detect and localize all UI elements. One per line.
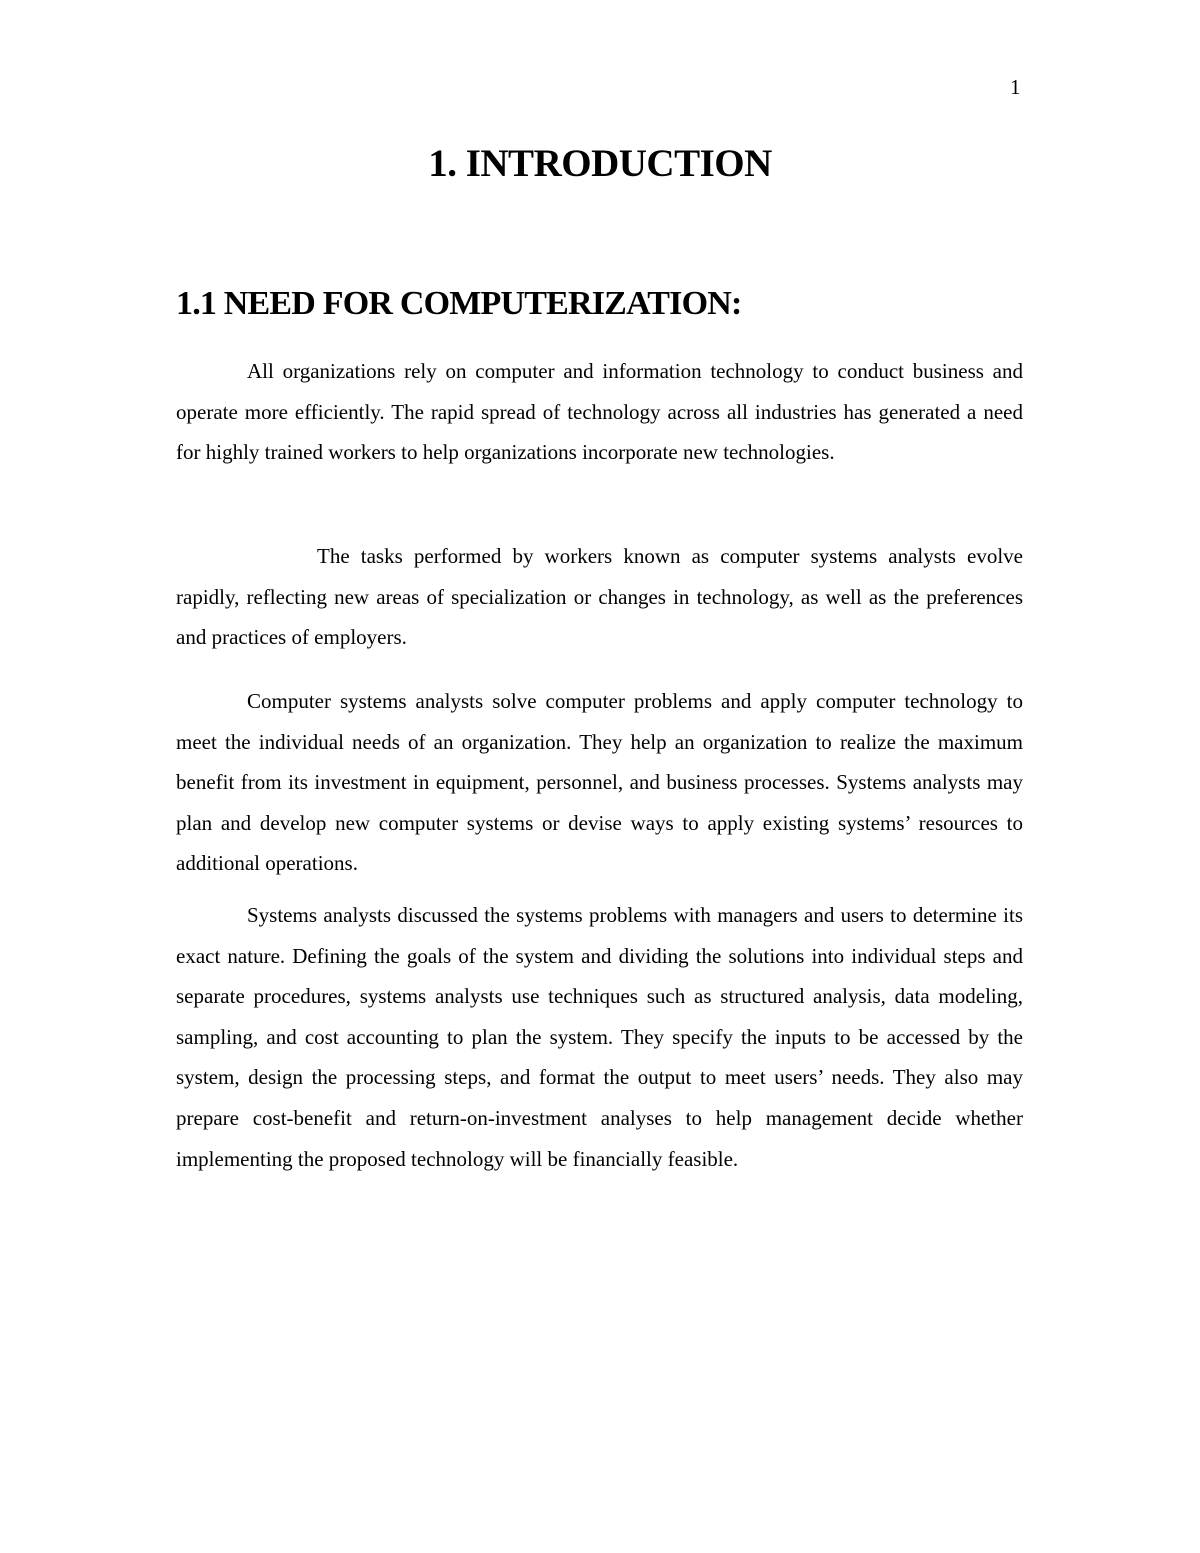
- section-title: 1.1 NEED FOR COMPUTERIZATION:: [176, 285, 742, 322]
- chapter-title: 1. INTRODUCTION: [428, 142, 772, 185]
- paragraph-tasks-performed: The tasks performed by workers known as computer systems analysts evolve rapidly, reflecting new areas of specialization or changes in technology, as well as the preferences and practices of employers.: [176, 544, 1023, 650]
- paragraph-analysts-solve-problems: Computer systems analysts solve computer problems and apply computer technology to meet the individual needs of an organization. They help an organization to realize the maximum benefit from its investment in equipment, personnel, and business processes. Systems analysts may plan and develop new computer systems or devise ways to apply existing systems’ resources to additional operations.: [176, 689, 1023, 876]
- page-number: 1: [1010, 75, 1021, 99]
- paragraph-analysts-discussed: Systems analysts discussed the systems problems with managers and users to determine its exact nature. Defining the goals of the system and dividing the solutions into individual steps and separate procedures, systems analysts use techniques such as structured analysis, data modeling, sampling, and cost accounting to plan the system. They specify the inputs to be accessed by the system, design the processing steps, and format the output to meet users’ needs. They also may prepare cost-benefit and return-on-investment analyses to help management decide whether implementing the proposed technology will be financially feasible.: [176, 903, 1023, 1171]
- paragraph-organizations-rely: All organizations rely on computer and information technology to conduct business and operate more efficiently. The rapid spread of technology across all industries has generated a need for highly trained workers to help organizations incorporate new technologies.: [176, 359, 1023, 465]
